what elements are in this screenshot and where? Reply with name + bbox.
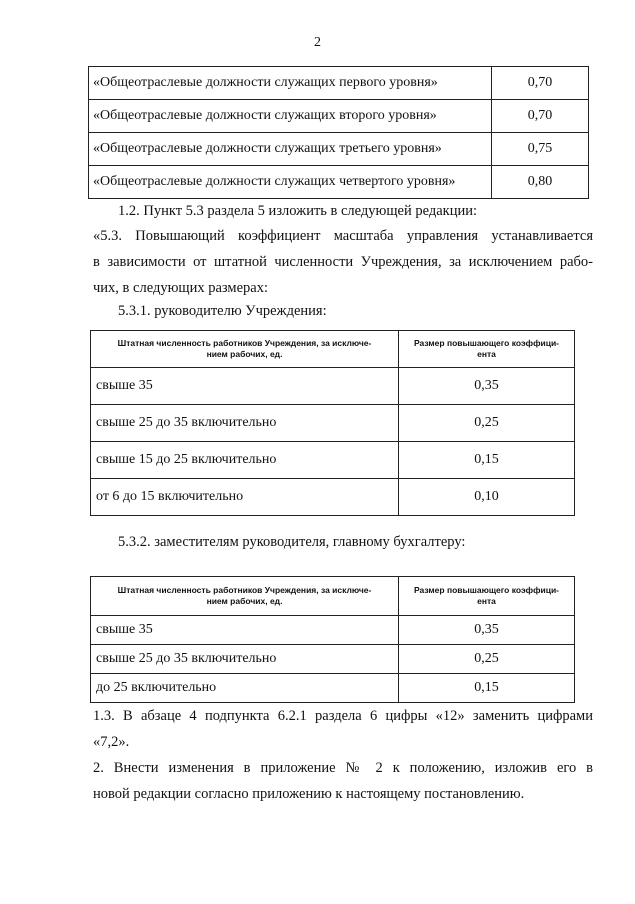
coefficient-cell: 0,35 [399,368,575,405]
paragraph-5-3-2: 5.3.2. заместителям руководителя, главному бухгалтеру: [118,534,466,550]
range-cell: свыше 35 [91,368,399,405]
paragraph-2-line1: 2. Внести изменения в приложение № 2 к положению, изложив его в [93,760,593,776]
header-staff-count [91,331,399,368]
table-row [91,479,575,516]
position-name-cell: «Общеотраслевые должности служащих третьего уровня» [89,133,492,166]
paragraph-1-3-line2: «7,2». [93,734,130,750]
table-row [91,368,575,405]
paragraph-1-2: 1.2. Пункт 5.3 раздела 5 изложить в следующей редакции: [118,203,478,219]
position-name-cell: «Общеотраслевые должности служащих второго уровня» [89,100,492,133]
header-text: нием рабочих, ед. [206,596,283,606]
header-text: Штатная численность работников Учреждения, за исключе- [117,338,372,348]
table-row [89,166,589,199]
coefficient-cell: 0,25 [399,405,575,442]
header-text: Размер повышающего коэффици- [413,338,560,348]
header-coefficient [399,331,575,368]
table-row [89,100,589,133]
table-row [91,645,575,674]
range-cell: свыше 35 [91,616,399,645]
coefficient-cell: 0,10 [399,479,575,516]
position-name-cell: «Общеотраслевые должности служащих четвертого уровня» [89,166,492,199]
header-text: ента [477,596,496,606]
paragraph-5-3-1: 5.3.1. руководителю Учреждения: [118,303,327,319]
head-coefficient-table [90,330,575,516]
range-cell: свыше 15 до 25 включительно [91,442,399,479]
table-header-row [91,577,575,616]
coefficients-table [88,66,589,199]
paragraph-2-line2: новой редакции согласно приложению к настоящему постановлению. [93,786,525,802]
paragraph-1-3-line1: 1.3. В абзаце 4 подпункта 6.2.1 раздела 6 цифры «12» заменить цифрами [93,708,593,724]
paragraph-5-3-line3: чих, в следующих размерах: [93,280,268,296]
coefficient-cell: 0,70 [492,100,589,133]
table-row [91,405,575,442]
table-header-row [91,331,575,368]
header-staff-count [91,577,399,616]
position-name-cell: «Общеотраслевые должности служащих первого уровня» [89,67,492,100]
range-cell: от 6 до 15 включительно [91,479,399,516]
range-cell: свыше 25 до 35 включительно [91,645,399,674]
header-text: Штатная численность работников Учреждения, за исключе- [117,585,372,595]
header-text: ента [477,349,496,359]
header-text: нием рабочих, ед. [206,349,283,359]
table-row [89,67,589,100]
coefficient-cell: 0,15 [399,674,575,703]
table-row [89,133,589,166]
header-coefficient [399,577,575,616]
coefficient-cell: 0,35 [399,616,575,645]
table-row [91,674,575,703]
coefficient-cell: 0,25 [399,645,575,674]
range-cell: до 25 включительно [91,674,399,703]
coefficient-cell: 0,70 [492,67,589,100]
coefficient-cell: 0,75 [492,133,589,166]
header-text: Размер повышающего коэффици- [413,585,560,595]
range-cell: свыше 25 до 35 включительно [91,405,399,442]
paragraph-5-3-line2: в зависимости от штатной численности Учреждения, за исключением рабо- [93,254,593,270]
table-row [91,616,575,645]
table-row [91,442,575,479]
paragraph-5-3-line1: «5.3. Повышающий коэффициент масштаба управления устанавливается [93,228,593,244]
coefficient-cell: 0,15 [399,442,575,479]
page-number: 2 [314,35,321,50]
deputy-coefficient-table [90,576,575,703]
coefficient-cell: 0,80 [492,166,589,199]
